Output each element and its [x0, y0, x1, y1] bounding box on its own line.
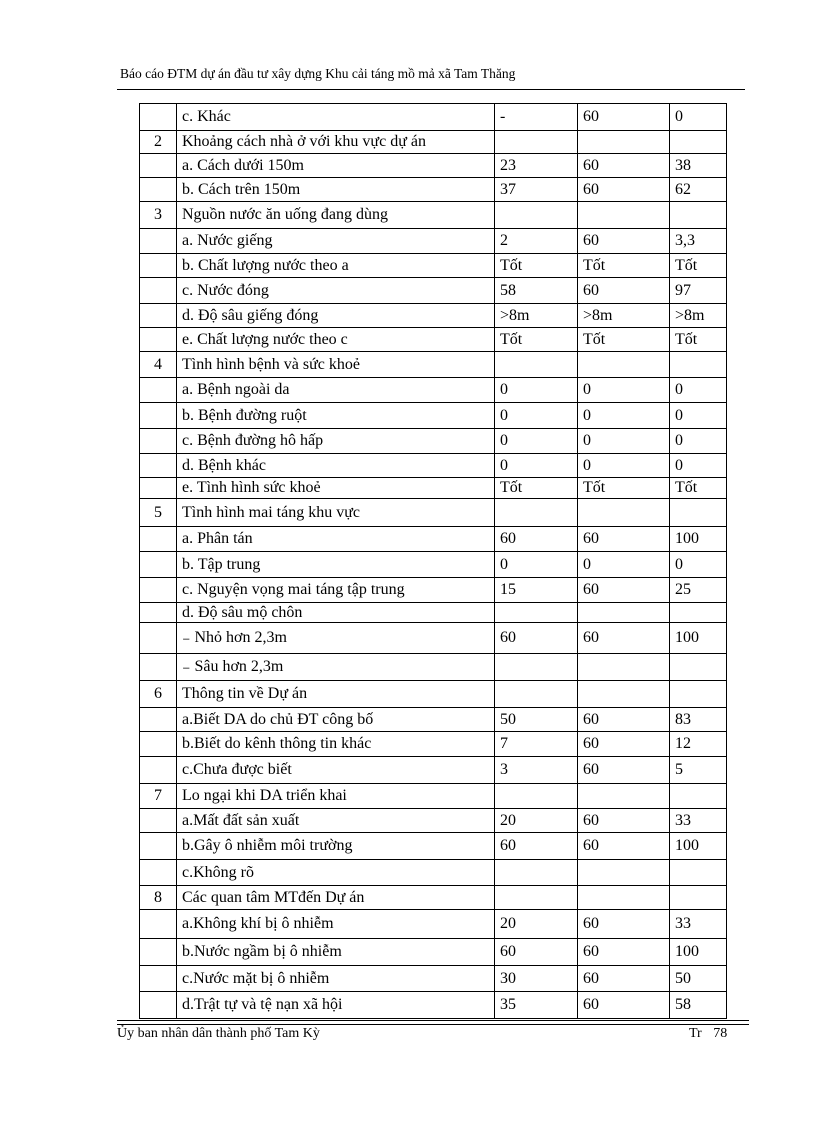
table-row	[140, 992, 727, 1019]
table-row	[140, 578, 727, 603]
row-value-2-cell: 60	[578, 154, 670, 178]
row-item-cell: b. Tập trung	[177, 552, 495, 578]
survey-table	[139, 103, 727, 1019]
header-divider	[117, 89, 745, 90]
row-number-cell	[140, 478, 177, 499]
footer-organization: Ủy ban nhân dân thành phố Tam Kỳ	[117, 1026, 320, 1041]
row-number-cell	[140, 527, 177, 552]
row-value-3-cell: 97	[670, 278, 727, 304]
row-value-3-cell: Tốt	[670, 328, 727, 352]
row-value-1-cell	[495, 681, 578, 708]
row-value-3-cell	[670, 352, 727, 378]
row-value-1-cell: 0	[495, 378, 578, 403]
row-value-3-cell: 33	[670, 910, 727, 939]
row-value-1-cell: 0	[495, 403, 578, 429]
row-number-cell	[140, 178, 177, 202]
row-number-cell	[140, 154, 177, 178]
row-item-cell: d. Độ sâu mộ chôn	[177, 603, 495, 623]
row-value-2-cell: 60	[578, 178, 670, 202]
row-value-3-cell: 0	[670, 429, 727, 454]
row-number-cell	[140, 603, 177, 623]
table-row	[140, 278, 727, 304]
table-row	[140, 378, 727, 403]
row-item-cell: a.Không khí bị ô nhiễm	[177, 910, 495, 939]
row-value-3-cell: >8m	[670, 304, 727, 328]
row-number-cell	[140, 378, 177, 403]
row-value-1-cell: 60	[495, 527, 578, 552]
table-section-row	[140, 886, 727, 910]
row-number-cell	[140, 809, 177, 833]
table-row	[140, 654, 727, 681]
row-item-cell: c.Nước mặt bị ô nhiễm	[177, 966, 495, 992]
row-value-3-cell	[670, 603, 727, 623]
row-value-2-cell: 0	[578, 378, 670, 403]
row-value-2-cell: Tốt	[578, 328, 670, 352]
row-item-cell: b.Nước ngầm bị ô nhiễm	[177, 939, 495, 966]
row-value-3-cell: 83	[670, 708, 727, 732]
row-value-2-cell	[578, 860, 670, 886]
survey-table-body	[140, 104, 727, 1019]
table-row	[140, 454, 727, 478]
table-row	[140, 708, 727, 732]
row-value-2-cell: 60	[578, 229, 670, 254]
row-value-2-cell: 60	[578, 104, 670, 131]
row-value-1-cell: Tốt	[495, 478, 578, 499]
row-value-3-cell: 5	[670, 757, 727, 784]
table-row	[140, 860, 727, 886]
row-number-cell: 6	[140, 681, 177, 708]
row-item-cell: Nguồn nước ăn uống đang dùng	[177, 202, 495, 229]
row-item-cell: ₋ Nhỏ hơn 2,3m	[177, 623, 495, 654]
table-section-row	[140, 784, 727, 809]
row-value-2-cell	[578, 886, 670, 910]
row-item-cell: c. Bệnh đường hô hấp	[177, 429, 495, 454]
row-number-cell: 3	[140, 202, 177, 229]
table-row	[140, 304, 727, 328]
row-value-1-cell: >8m	[495, 304, 578, 328]
row-number-cell	[140, 833, 177, 860]
row-value-2-cell	[578, 603, 670, 623]
row-number-cell: 5	[140, 499, 177, 527]
row-item-cell: a. Phân tán	[177, 527, 495, 552]
row-number-cell: 7	[140, 784, 177, 809]
row-number-cell	[140, 708, 177, 732]
row-number-cell	[140, 328, 177, 352]
row-value-3-cell: 62	[670, 178, 727, 202]
row-value-1-cell	[495, 499, 578, 527]
row-value-3-cell: Tốt	[670, 478, 727, 499]
row-value-1-cell: 50	[495, 708, 578, 732]
table-row	[140, 966, 727, 992]
table-row	[140, 910, 727, 939]
row-number-cell	[140, 254, 177, 278]
row-item-cell: b.Biết do kênh thông tin khác	[177, 732, 495, 757]
table-row	[140, 939, 727, 966]
row-value-2-cell	[578, 202, 670, 229]
footer-divider	[117, 1020, 749, 1021]
table-row	[140, 104, 727, 131]
row-value-1-cell	[495, 131, 578, 154]
row-item-cell: e. Chất lượng nước theo c	[177, 328, 495, 352]
row-value-3-cell: 25	[670, 578, 727, 603]
row-item-cell: d.Trật tự và tệ nạn xã hội	[177, 992, 495, 1019]
row-value-3-cell	[670, 860, 727, 886]
table-row	[140, 429, 727, 454]
row-number-cell: 4	[140, 352, 177, 378]
row-value-1-cell: 20	[495, 809, 578, 833]
row-value-1-cell: 58	[495, 278, 578, 304]
row-item-cell: b. Bệnh đường ruột	[177, 403, 495, 429]
row-value-2-cell: 0	[578, 429, 670, 454]
row-value-1-cell	[495, 860, 578, 886]
footer-page-number: Tr 78	[689, 1026, 728, 1041]
row-item-cell: d. Bệnh khác	[177, 454, 495, 478]
table-row	[140, 732, 727, 757]
row-item-cell: Lo ngại khi DA triển khai	[177, 784, 495, 809]
row-value-1-cell: 35	[495, 992, 578, 1019]
row-value-3-cell	[670, 131, 727, 154]
row-item-cell: b. Cách trên 150m	[177, 178, 495, 202]
row-value-2-cell: 60	[578, 833, 670, 860]
row-item-cell: b. Chất lượng nước theo a	[177, 254, 495, 278]
row-value-2-cell: 60	[578, 757, 670, 784]
row-value-3-cell	[670, 784, 727, 809]
row-value-2-cell: 60	[578, 527, 670, 552]
row-value-3-cell	[670, 202, 727, 229]
row-item-cell: Khoảng cách nhà ở với khu vực dự án	[177, 131, 495, 154]
row-value-1-cell: Tốt	[495, 328, 578, 352]
row-value-3-cell: 50	[670, 966, 727, 992]
row-item-cell: c. Khác	[177, 104, 495, 131]
row-item-cell: ₋ Sâu hơn 2,3m	[177, 654, 495, 681]
row-item-cell: a.Mất đất sản xuất	[177, 809, 495, 833]
row-value-3-cell: 0	[670, 552, 727, 578]
row-value-1-cell: 20	[495, 910, 578, 939]
row-number-cell: 8	[140, 886, 177, 910]
row-value-2-cell: 60	[578, 732, 670, 757]
table-row	[140, 552, 727, 578]
row-value-3-cell: 0	[670, 403, 727, 429]
row-number-cell: 2	[140, 131, 177, 154]
row-value-1-cell	[495, 352, 578, 378]
row-value-2-cell	[578, 654, 670, 681]
row-number-cell	[140, 552, 177, 578]
row-value-2-cell: 0	[578, 454, 670, 478]
row-value-2-cell: 0	[578, 552, 670, 578]
row-value-1-cell: 15	[495, 578, 578, 603]
row-number-cell	[140, 578, 177, 603]
row-value-3-cell	[670, 681, 727, 708]
table-row	[140, 809, 727, 833]
row-value-1-cell: 0	[495, 454, 578, 478]
row-number-cell	[140, 732, 177, 757]
row-value-2-cell	[578, 352, 670, 378]
table-section-row	[140, 131, 727, 154]
row-value-2-cell: 0	[578, 403, 670, 429]
row-number-cell	[140, 860, 177, 886]
table-row	[140, 229, 727, 254]
page-header-title: Báo cáo ĐTM dự án đầu tư xây dựng Khu cải táng mồ mả xã Tam Thăng	[120, 66, 516, 81]
row-number-cell	[140, 454, 177, 478]
row-value-3-cell: 0	[670, 104, 727, 131]
row-value-2-cell: 60	[578, 939, 670, 966]
row-item-cell: Tình hình bệnh và sức khoẻ	[177, 352, 495, 378]
row-number-cell	[140, 757, 177, 784]
row-number-cell	[140, 229, 177, 254]
row-value-3-cell: 33	[670, 809, 727, 833]
row-value-2-cell	[578, 681, 670, 708]
row-value-1-cell: 7	[495, 732, 578, 757]
row-value-2-cell: 60	[578, 809, 670, 833]
row-value-3-cell: 100	[670, 527, 727, 552]
row-value-3-cell: 100	[670, 623, 727, 654]
table-row	[140, 623, 727, 654]
row-value-1-cell	[495, 784, 578, 809]
row-value-1-cell: 0	[495, 552, 578, 578]
row-value-2-cell	[578, 131, 670, 154]
row-value-3-cell: 0	[670, 454, 727, 478]
row-value-1-cell	[495, 202, 578, 229]
row-value-3-cell: 100	[670, 833, 727, 860]
row-number-cell	[140, 654, 177, 681]
row-value-3-cell	[670, 886, 727, 910]
table-row	[140, 178, 727, 202]
row-value-1-cell: 2	[495, 229, 578, 254]
row-value-3-cell	[670, 654, 727, 681]
row-value-1-cell: 60	[495, 939, 578, 966]
row-item-cell: Tình hình mai táng khu vực	[177, 499, 495, 527]
row-item-cell: a. Cách dưới 150m	[177, 154, 495, 178]
row-value-1-cell: 3	[495, 757, 578, 784]
row-value-1-cell: 37	[495, 178, 578, 202]
table-row	[140, 527, 727, 552]
row-value-3-cell: 3,3	[670, 229, 727, 254]
row-number-cell	[140, 403, 177, 429]
row-item-cell: Các quan tâm MTđến Dự án	[177, 886, 495, 910]
row-value-3-cell: 58	[670, 992, 727, 1019]
row-value-2-cell: 60	[578, 992, 670, 1019]
table-row	[140, 833, 727, 860]
row-item-cell: c.Không rõ	[177, 860, 495, 886]
row-item-cell: a. Nước giếng	[177, 229, 495, 254]
row-value-1-cell: -	[495, 104, 578, 131]
row-value-1-cell: 23	[495, 154, 578, 178]
row-number-cell	[140, 910, 177, 939]
row-number-cell	[140, 623, 177, 654]
row-value-1-cell: 30	[495, 966, 578, 992]
table-row	[140, 757, 727, 784]
row-number-cell	[140, 966, 177, 992]
row-number-cell	[140, 992, 177, 1019]
table-row	[140, 328, 727, 352]
row-value-2-cell	[578, 784, 670, 809]
row-item-cell: b.Gây ô nhiễm môi trường	[177, 833, 495, 860]
table-section-row	[140, 499, 727, 527]
table-row	[140, 154, 727, 178]
row-value-2-cell: 60	[578, 578, 670, 603]
table-section-row	[140, 352, 727, 378]
footer-divider-second	[117, 1024, 749, 1025]
row-item-cell: c. Nguyện vọng mai táng tập trung	[177, 578, 495, 603]
row-number-cell	[140, 278, 177, 304]
row-number-cell	[140, 939, 177, 966]
row-value-1-cell: 60	[495, 833, 578, 860]
row-item-cell: c. Nước đóng	[177, 278, 495, 304]
row-value-1-cell: Tốt	[495, 254, 578, 278]
table-row	[140, 403, 727, 429]
row-value-2-cell: 60	[578, 708, 670, 732]
row-value-3-cell: 0	[670, 378, 727, 403]
row-value-2-cell	[578, 499, 670, 527]
table-section-row	[140, 202, 727, 229]
row-value-2-cell: 60	[578, 278, 670, 304]
row-number-cell	[140, 104, 177, 131]
row-value-3-cell: 12	[670, 732, 727, 757]
table-row	[140, 603, 727, 623]
row-value-2-cell: 60	[578, 910, 670, 939]
row-value-1-cell	[495, 603, 578, 623]
row-value-3-cell: 38	[670, 154, 727, 178]
table-row	[140, 478, 727, 499]
row-value-3-cell: 100	[670, 939, 727, 966]
row-value-3-cell: Tốt	[670, 254, 727, 278]
row-item-cell: a. Bệnh ngoài da	[177, 378, 495, 403]
row-value-1-cell: 0	[495, 429, 578, 454]
row-item-cell: d. Độ sâu giếng đóng	[177, 304, 495, 328]
row-value-1-cell	[495, 654, 578, 681]
row-value-2-cell: >8m	[578, 304, 670, 328]
row-value-1-cell	[495, 886, 578, 910]
row-number-cell	[140, 429, 177, 454]
row-item-cell: c.Chưa được biết	[177, 757, 495, 784]
table-row	[140, 254, 727, 278]
row-value-1-cell: 60	[495, 623, 578, 654]
row-item-cell: a.Biết DA do chủ ĐT công bố	[177, 708, 495, 732]
row-item-cell: Thông tin về Dự án	[177, 681, 495, 708]
row-value-2-cell: Tốt	[578, 478, 670, 499]
row-value-3-cell	[670, 499, 727, 527]
row-number-cell	[140, 304, 177, 328]
row-value-2-cell: 60	[578, 623, 670, 654]
row-value-2-cell: 60	[578, 966, 670, 992]
row-item-cell: e. Tình hình sức khoẻ	[177, 478, 495, 499]
row-value-2-cell: Tốt	[578, 254, 670, 278]
table-section-row	[140, 681, 727, 708]
